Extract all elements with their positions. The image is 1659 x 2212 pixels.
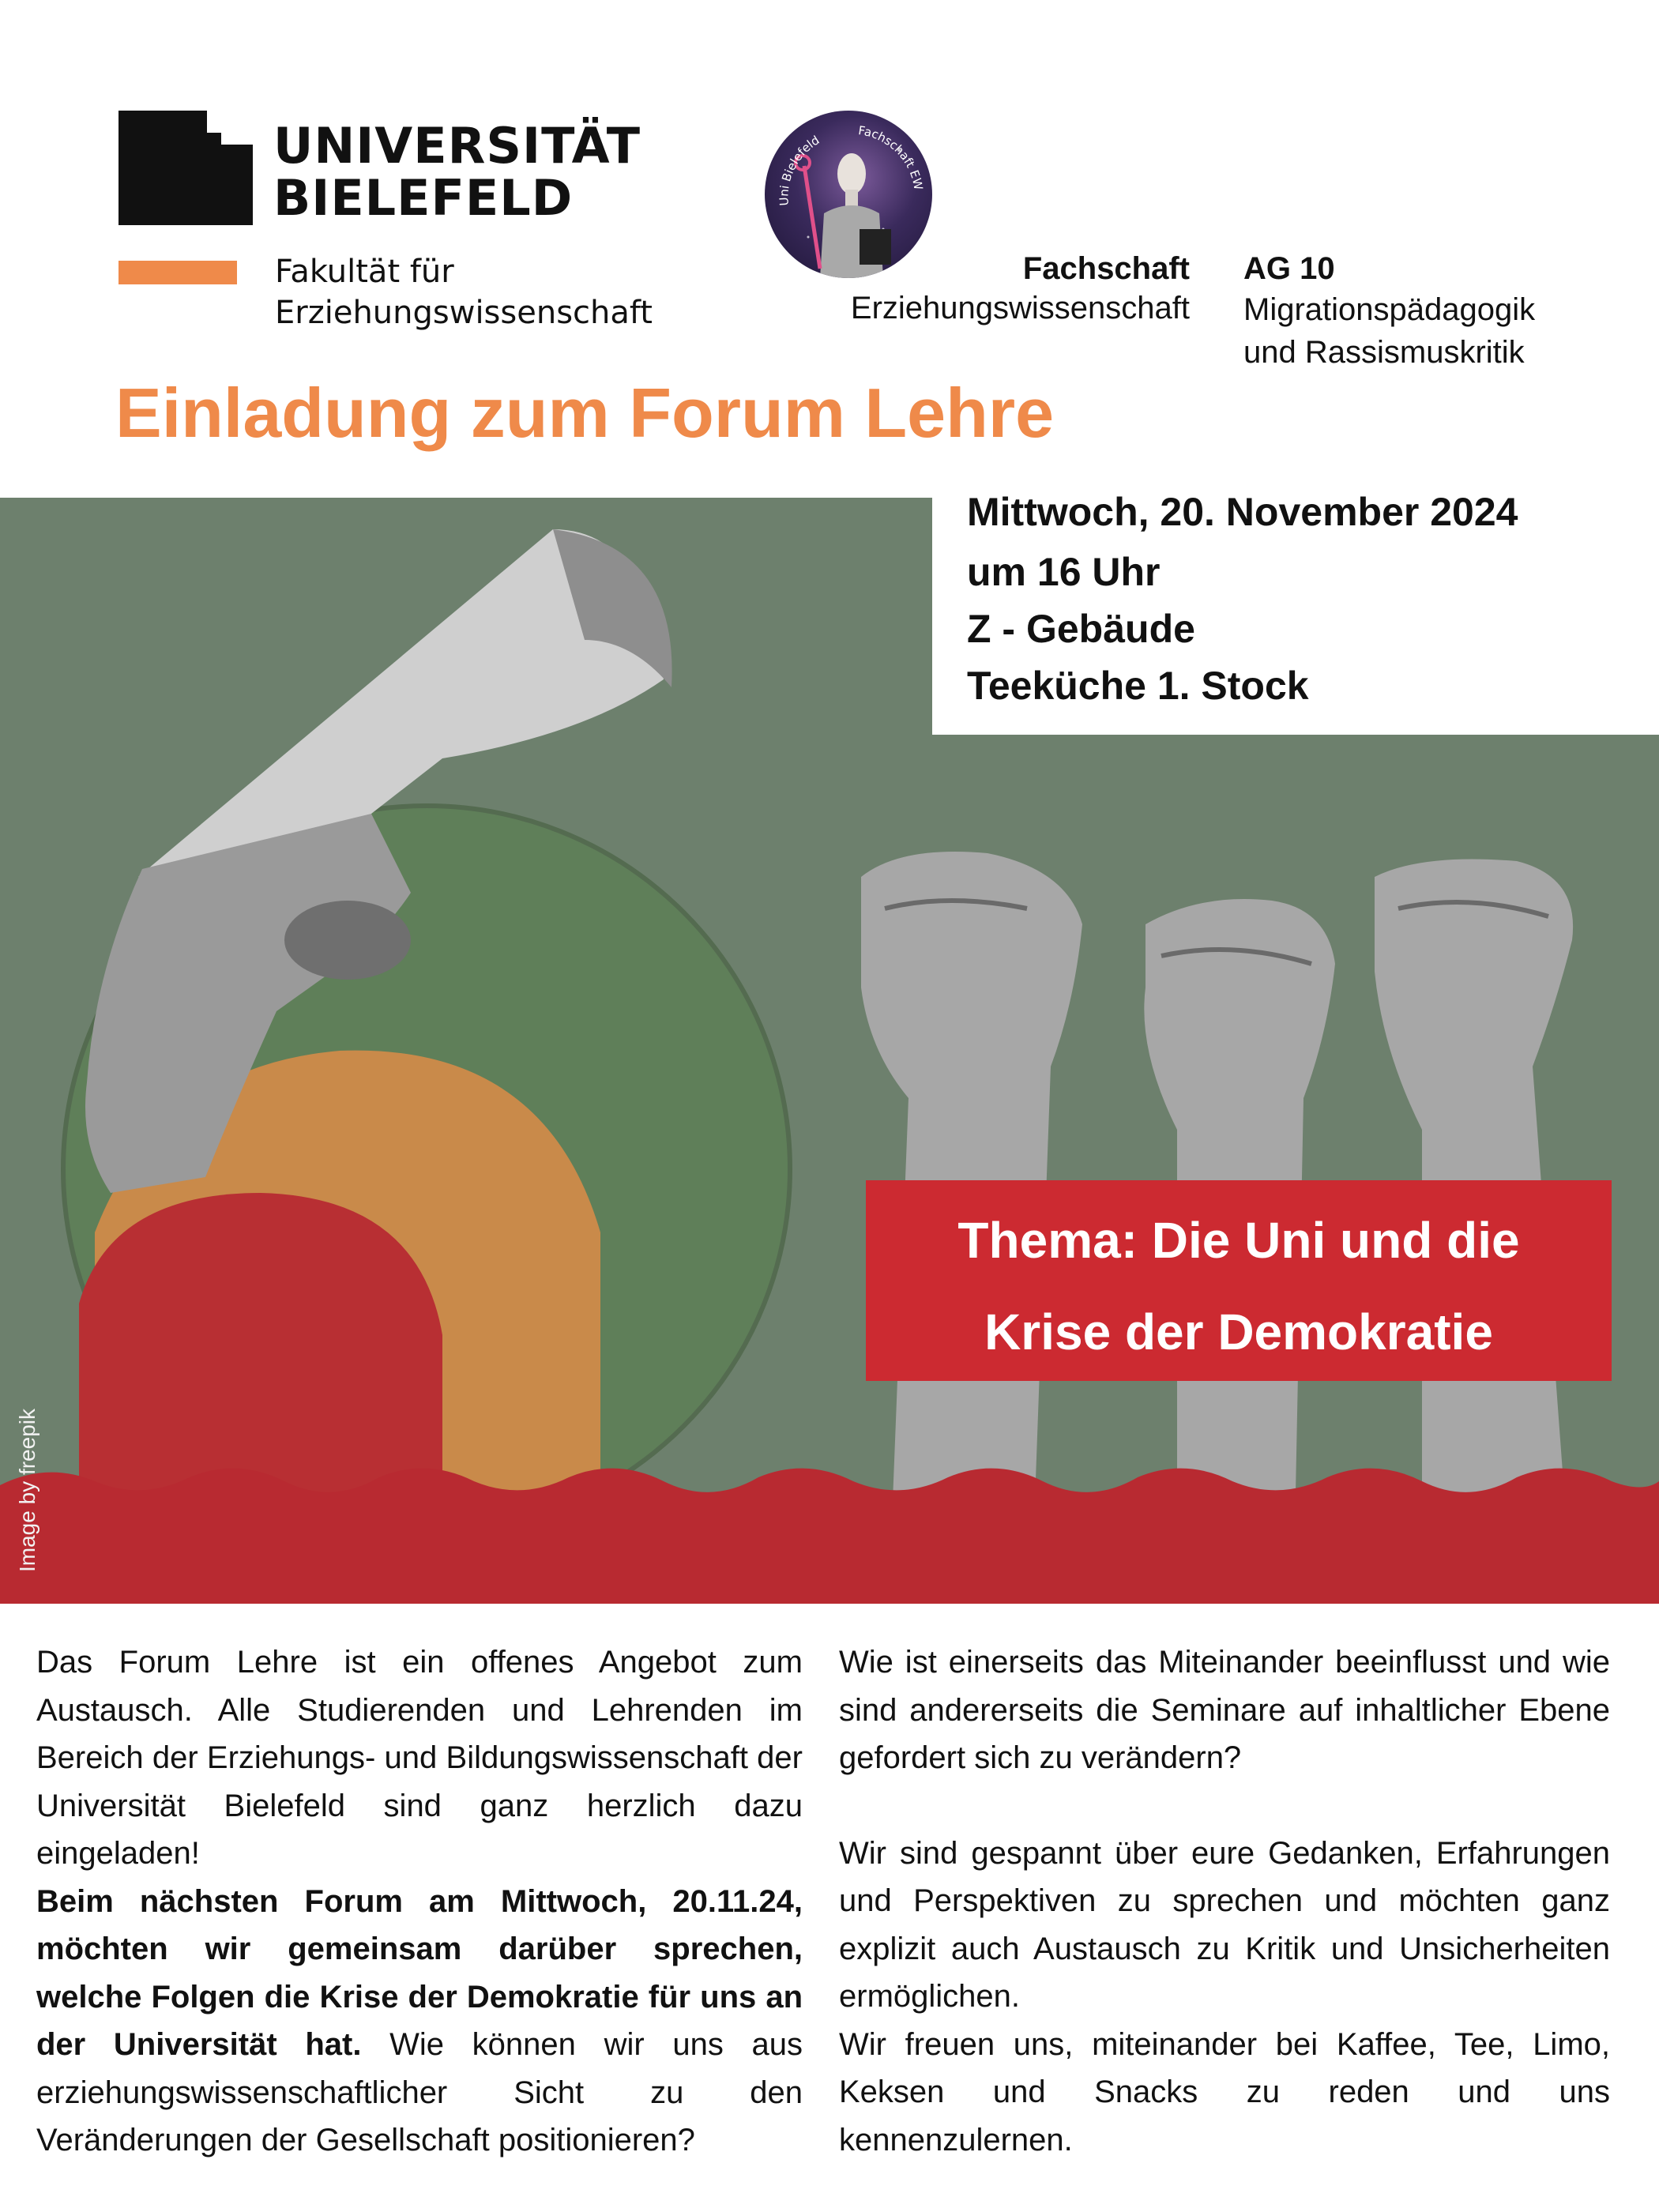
- llama-head: [837, 153, 866, 194]
- faculty-line: Fakultät für: [275, 254, 454, 290]
- event-room: Teeküche 1. Stock: [967, 664, 1309, 708]
- red-wave-foreground: [0, 1469, 1659, 1604]
- event-date: Mittwoch, 20. November 2024: [967, 490, 1518, 534]
- badge-text-left: Uni Bielefeld: [777, 133, 822, 206]
- accent-bar: [118, 261, 237, 284]
- faculty-line: Erziehungswissenschaft: [275, 295, 653, 331]
- university-name-line: UNIVERSITÄT: [273, 117, 641, 175]
- raised-fists-illustration: [861, 852, 1573, 1501]
- event-time: um 16 Uhr: [967, 550, 1161, 594]
- question-text: Wie können wir uns aus erziehungswissenschaftlicher Sicht zu den Veränderungen der Gesellschaft positionieren?: [36, 2027, 803, 2157]
- faculty-name: [275, 251, 653, 333]
- bold-statement: Beim nächsten Forum am Mittwoch, 20.11.24, möchten wir gemeinsam darüber sprechen, welche Folgen die Krise der Demokratie für uns an der Universität hat.: [36, 1883, 803, 2062]
- page-title: Einladung zum Forum Lehre: [115, 374, 1055, 452]
- ag-line: Migrationspädagogik: [1243, 292, 1536, 327]
- university-logo-mark: [118, 111, 276, 225]
- right-paragraph-3: Wir freuen uns, miteinander bei Kaffee, Tee, Limo, Keksen und Snacks zu reden und uns kennenzulernen.: [839, 2026, 1610, 2157]
- image-credit: Image by freepik: [15, 1409, 40, 1572]
- fachschaft-title: Fachschaft: [1022, 251, 1190, 286]
- right-paragraph-1: Wie ist einerseits das Miteinander beeinflusst und wie sind andererseits die Seminare auf inhaltlicher Ebene gefordert sich zu verändern?: [839, 1645, 1610, 1775]
- body-right-column: [839, 1638, 1610, 2164]
- event-building: Z - Gebäude: [967, 607, 1195, 651]
- badge-text-right: Fachschaft EW: [857, 123, 926, 191]
- ag-line: und Rassismuskritik: [1243, 335, 1525, 370]
- right-paragraph-2: Wir sind gespannt über eure Gedanken, Erfahrungen und Perspektiven zu sprechen und möchten ganz explizit auch Austausch zu Kritik und Unsicherheiten ermöglichen.: [839, 1835, 1610, 2014]
- intro-paragraph: Das Forum Lehre ist ein offenes Angebot zum Austausch. Alle Studierenden und Lehrenden im Bereich der Erziehungs- und Bildungswissenschaft der Universität Bielefeld sind ganz herzlich dazu eingeladen!: [36, 1645, 803, 1871]
- university-name: [273, 117, 641, 227]
- theme-line: Thema: Die Uni und die: [957, 1212, 1520, 1269]
- university-name-line: BIELEFELD: [273, 169, 574, 227]
- fachschaft-subtitle: Erziehungswissenschaft: [850, 291, 1190, 325]
- theme-line: Krise der Demokratie: [984, 1304, 1493, 1360]
- svg-text:Fachschaft EW: [857, 123, 925, 191]
- ag-title: AG 10: [1243, 251, 1335, 286]
- body-left-column: [36, 1638, 803, 2165]
